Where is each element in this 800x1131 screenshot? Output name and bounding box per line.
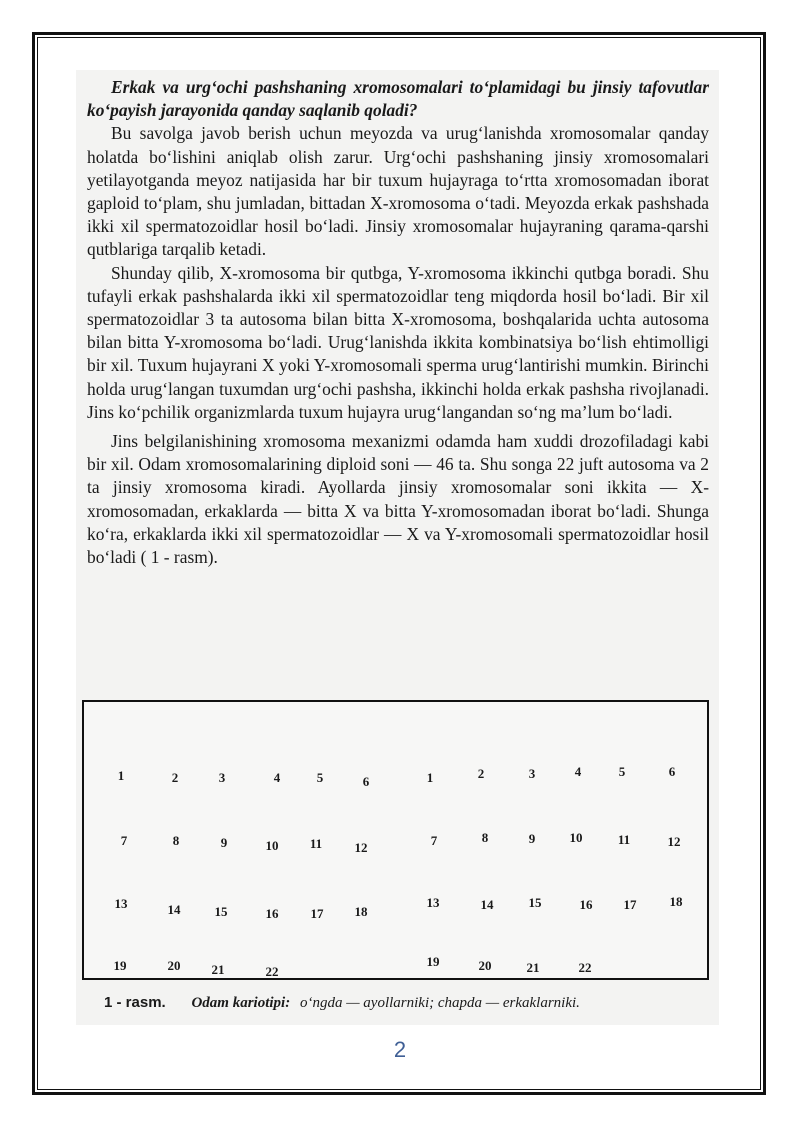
chromosome-number: 2: [477, 766, 485, 781]
question-heading: Erkak va urg‘ochi pashshaning xromosomalari to‘plamidagi bu jinsiy tafovutlar ko‘payish jarayonida qanday saqlanib qoladi?: [87, 77, 709, 121]
chromosome-number: 8: [172, 833, 180, 848]
chromosome-number: 10: [569, 830, 583, 845]
figure-title: Odam kariotipi:: [191, 995, 291, 1011]
chromosome-number: 9: [528, 831, 536, 846]
chromosome-number: 4: [273, 770, 281, 785]
chromosome-number: 6: [362, 774, 370, 789]
chromosome-number: 13: [426, 895, 440, 910]
chromosome-number: 6: [668, 764, 676, 779]
chromosome-number: 14: [480, 897, 494, 912]
chromosome-number: 19: [426, 954, 440, 969]
chromosome-number: 22: [265, 964, 279, 979]
chromosome-number: 8: [481, 830, 489, 845]
chromosome-number: 7: [430, 833, 438, 848]
chromosome-number: 13: [114, 896, 128, 911]
chromosome-number: 7: [120, 833, 128, 848]
chromosome-number: 21: [526, 960, 540, 975]
chromosome-number: 19: [113, 958, 127, 973]
karyotype-figure: [82, 700, 709, 980]
chromosome-number: 2: [171, 770, 179, 785]
chromosome-number: 22: [578, 960, 592, 975]
chromosome-number: 20: [167, 958, 181, 973]
chromosome-number: 20: [478, 958, 492, 973]
paragraph-3: Jins belgilanishining xromosoma mexanizmi odamda ham xuddi drozofiladagi kabi bir xil. Odam xromosomalarining diploid soni — 46 ta. Shu songa 22 juft autosoma va 2 ta jinsiy xromosoma kiradi. Ayollarda jinsiy xromosomalar soni ikkita — X-xromosomadan, erkaklarda — bitta X va bitta Y-xromosomadan iborat bo‘ladi. Shunga ko‘ra, erkaklarda ikki xil spermatozoidlar — X va Y-xromosomali spermatozoidlar hosil bo‘ladi ( 1 - rasm).: [87, 431, 709, 568]
body-text: [87, 76, 709, 569]
chromosome-number: 3: [218, 770, 226, 785]
chromosome-number: 21: [211, 962, 225, 977]
chromosome-number: 17: [310, 906, 324, 921]
chromosome-number: 17: [623, 897, 637, 912]
chromosome-number: 1: [426, 770, 434, 785]
chromosome-number: 18: [354, 904, 368, 919]
paragraph-1: Bu savolga javob berish uchun meyozda va urug‘lanishda xromosomalar qanday holatda bo‘lishini aniqlab olish zarur. Urg‘ochi pashshaning jinsiy xromosomalari yetilayotganda meyoz natijasida har bir tuxum hujayraga to‘rtta xromosomadan iborat gaploid to‘plam, shu jumladan, bittadan X-xromosoma o‘tadi. Meyozda erkak pashshada ikki xil spermatozoidlar hosil bo‘ladi. Jinsiy xromosomalar hujayraning qarama-qarshi qutblariga tarqalib ketadi.: [87, 123, 709, 260]
paragraph-2: Shunday qilib, X-xromosoma bir qutbga, Y-xromosoma ikkinchi qutbga boradi. Shu tufayli erkak pashshalarda ikki xil spermatozoidlar teng miqdorda hosil bo‘ladi. Bir xil spermatozoidlar 3 ta autosoma bilan bitta X-xromosoma, boshqalarida uchta autosoma bilan bitta Y-xromosoma bo‘ladi. Urug‘lanishda ikkita kombinatsiya bo‘lish ehtimolligi bir xil. Tuxum hujayrani X yoki Y-xromosomali sperma urug‘lantirishi mumkin. Birinchi holda urug‘langan tuxumdan urg‘ochi pashsha, ikkinchi holda erkak pashsha rivojlanadi. Jins ko‘pchilik organizmlarda tuxum hujayra urug‘langandan so‘ng ma’lum bo‘ladi.: [87, 262, 709, 422]
chromosome-number: 10: [265, 838, 279, 853]
chromosome-number: 3: [528, 766, 536, 781]
chromosome-number: 18: [669, 894, 683, 909]
chromosome-number: 12: [354, 840, 368, 855]
chromosome-number: 11: [617, 832, 631, 847]
chromosome-number: 5: [316, 770, 324, 785]
page-number: 2: [393, 1037, 407, 1062]
figure-caption: [104, 994, 704, 1012]
figure-description: o‘ngda — ayollarniki; chapda — erkaklarniki.: [299, 995, 580, 1011]
chromosome-number: 1: [117, 768, 125, 783]
chromosome-number: 12: [667, 834, 681, 849]
chromosome-number: 9: [220, 835, 228, 850]
chromosome-number: 16: [579, 897, 593, 912]
chromosome-number: 14: [167, 902, 181, 917]
chromosome-number: 15: [214, 904, 228, 919]
chromosome-number: 16: [265, 906, 279, 921]
chromosome-number: 5: [618, 764, 626, 779]
figure-label: 1 - rasm.: [104, 994, 166, 1011]
chromosome-number: 15: [528, 895, 542, 910]
chromosome-number: 4: [574, 764, 582, 779]
chromosome-number: 11: [309, 836, 323, 851]
